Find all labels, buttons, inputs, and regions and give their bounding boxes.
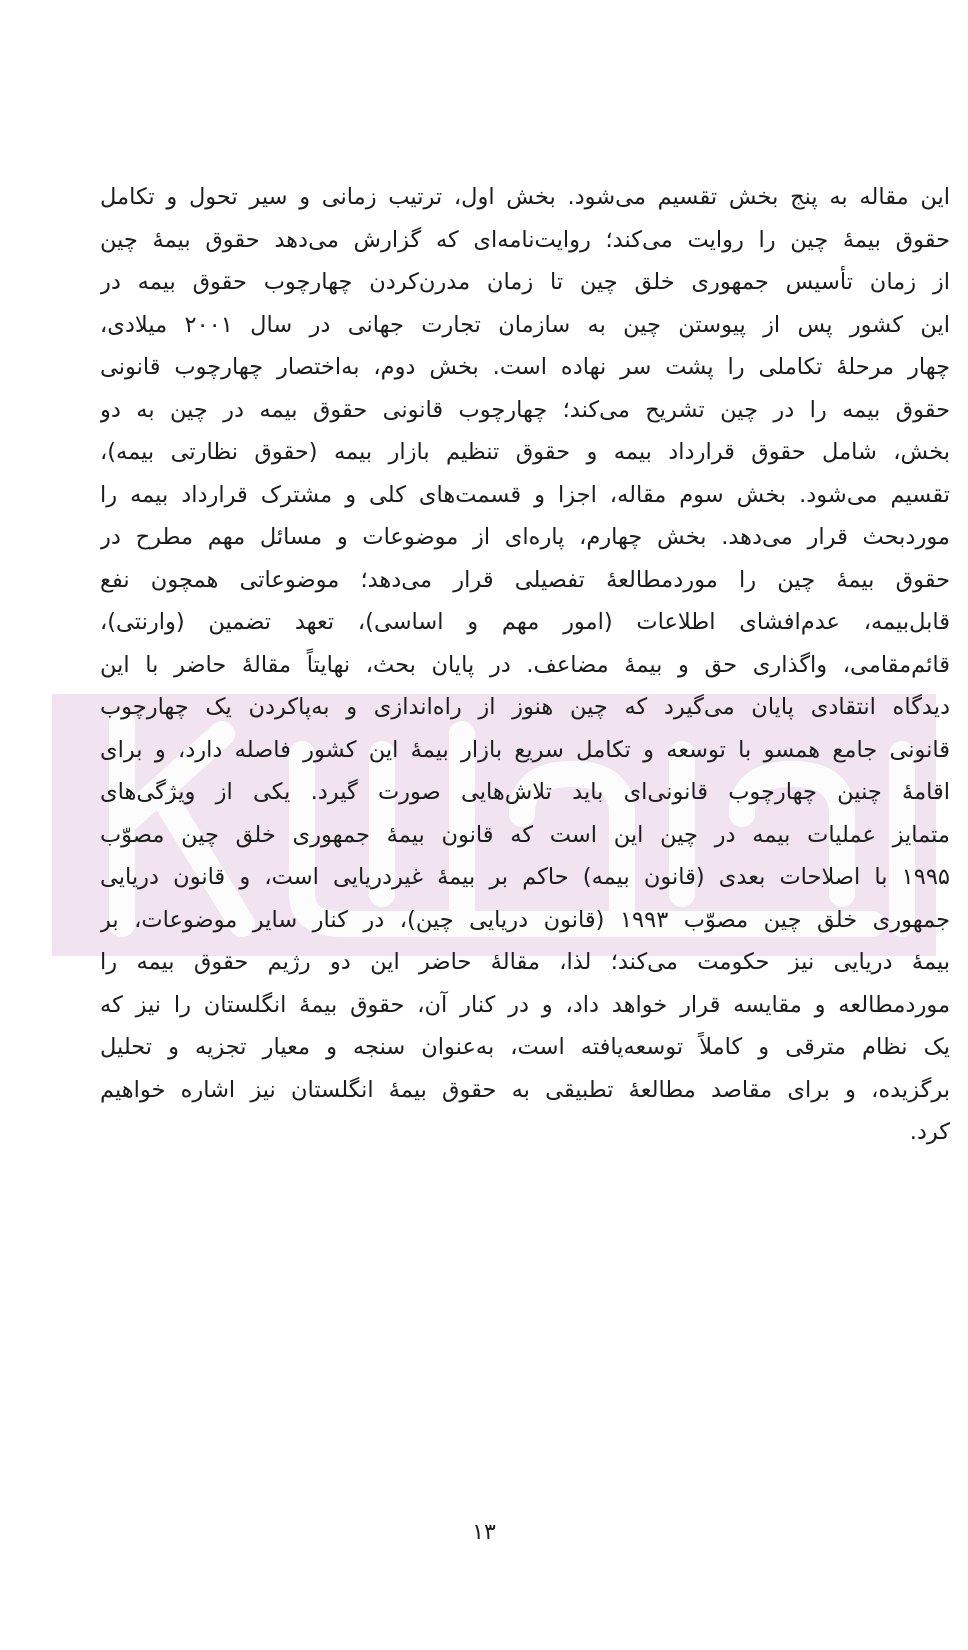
text-line: از زمان تأسیس جمهوری خلق چین تا زمان مدرن‌کردن چهارچوب حقوق بیمه در [100, 269, 950, 295]
page-number: ۱۳ [472, 1520, 496, 1545]
text-line: حقوق بیمۀ چین را روایت می‌کند؛ روایت‌نامه‌ای که گزارش می‌دهد حقوق بیمۀ چین [100, 226, 950, 253]
text-line: چهار مرحلۀ تکاملی را پشت سر نهاده است. بخش دوم، به‌اختصار چهارچوب قانونی [100, 354, 950, 380]
text-line: یک نظام مترقی و کاملاً توسعه‌یافته است، به‌عنوان سنجه و معیار تجزیه و تحلیل [100, 1034, 950, 1060]
text-line: برگزیده، و برای مقاصد مطالعۀ تطبیقی به حقوق بیمۀ انگلستان نیز اشاره خواهیم [100, 1076, 950, 1103]
text-line: بخش، شامل حقوق قرارداد بیمه و حقوق تنظیم بازار بیمه (حقوق نظارتی بیمه)، [100, 439, 950, 465]
text-line: بیمۀ دریایی نیز حکومت می‌کند؛ لذا، مقالۀ حاضر این دو رژیم حقوق بیمه را [100, 949, 950, 975]
text-line: جمهوری خلق چین مصوّب ۱۹۹۳ (قانون دریایی چین)، در کنار سایر موضوعات، بر [100, 906, 950, 933]
body-paragraph [100, 176, 950, 1154]
text-line: حقوق بیمۀ چین را موردمطالعۀ تفصیلی قرار می‌دهد؛ موضوعاتی همچون نفع [100, 566, 950, 593]
text-line: موردبحث قرار می‌دهد. بخش چهارم، پاره‌ای از موضوعات و مسائل مهم مطرح در [100, 524, 950, 550]
text-line: اقامۀ چنین چهارچوب قانونی‌ای باید تلاش‌هایی صورت گیرد. یکی از ویژگی‌های [100, 779, 950, 805]
text-line: قائم‌مقامی، واگذاری حق و بیمۀ مضاعف. در پایان بحث، نهایتاً مقالۀ حاضر با این [100, 651, 950, 678]
text-line: دیدگاه انتقادی پایان می‌گیرد که چین هنوز از راه‌اندازی و به‌پاکردن یک چهارچوب [100, 694, 950, 720]
text-line: این کشور پس از پیوستن چین به سازمان تجارت جهانی در سال ۲۰۰۱ میلادی، [100, 311, 950, 338]
text-line: ۱۹۹۵ با اصلاحات بعدی (قانون بیمه) حاکم بر بیمۀ غیردریایی است، و قانون دریایی [100, 864, 950, 890]
text-line-final: کرد. [909, 1119, 950, 1145]
text-line: قانونی جامع همسو با توسعه و تکامل سریع بازار بیمۀ این کشور فاصله دارد، و برای [100, 736, 950, 763]
text-line: حقوق بیمه را در چین تشریح می‌کند؛ چهارچوب قانونی حقوق بیمه در چین به دو [100, 396, 950, 423]
text-line: موردمطالعه و مقایسه قرار خواهد داد، و در کنار آن، حقوق بیمۀ انگلستان را نیز که [100, 991, 950, 1018]
text-line: متمایز عملیات بیمه در چین این است که قانون بیمۀ جمهوری خلق چین مصوّب [100, 821, 950, 848]
text-line: این مقاله به پنج بخش تقسیم می‌شود. بخش اول، ترتیب زمانی و سیر تحول و تکامل [100, 184, 950, 210]
text-line: تقسیم می‌شود. بخش سوم مقاله، اجزا و قسمت‌های کلی و مشترک قرارداد بیمه را [100, 481, 950, 508]
text-line: قابل‌بیمه، عدم‌افشای اطلاعات (امور مهم و اساسی)، تعهد تضمین (وارنتی)، [100, 609, 950, 635]
